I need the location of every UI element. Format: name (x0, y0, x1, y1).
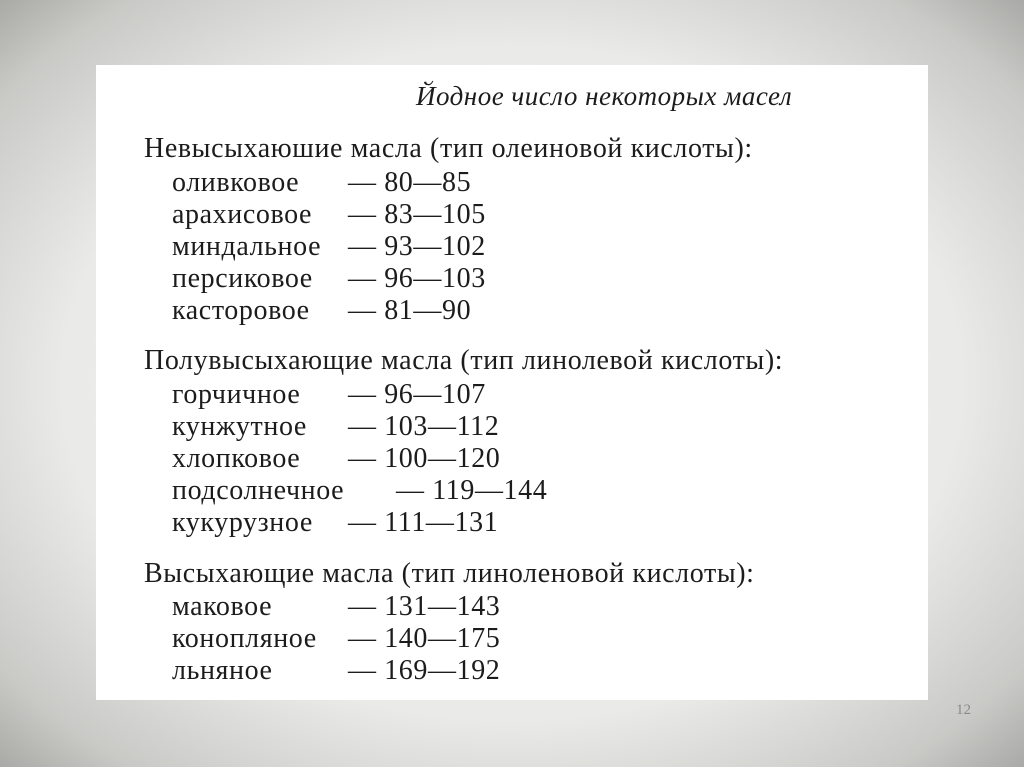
oil-name: персиковое (172, 263, 313, 294)
oil-row (172, 263, 486, 295)
oil-row (172, 379, 486, 411)
section-heading-drying: Высыхающие масла (тип линоленовой кислоты): (144, 558, 755, 589)
oil-row (172, 167, 471, 199)
oil-name: льняное (172, 655, 273, 686)
oil-row (172, 199, 486, 231)
oil-name: горчичное (172, 379, 301, 410)
iodine-value: — 111—131 (348, 507, 499, 538)
oil-row (172, 623, 500, 655)
oil-row (172, 443, 500, 475)
oil-name: миндальное (172, 231, 322, 262)
oil-row (172, 475, 547, 507)
iodine-value: — 140—175 (348, 623, 501, 654)
section-heading-semi-drying: Полувысыхающие масла (тип линолевой кислоты): (144, 345, 784, 376)
section-heading-non-drying: Невысыхаюшие масла (тип олеиновой кислоты): (144, 133, 753, 164)
iodine-value: — 119—144 (396, 475, 548, 506)
iodine-value: — 169—192 (348, 655, 501, 686)
oil-name: маковое (172, 591, 273, 622)
iodine-value: — 100—120 (348, 443, 501, 474)
oil-row (172, 655, 500, 687)
oil-name: хлопковое (172, 443, 301, 474)
oil-name: конопляное (172, 623, 317, 654)
oil-name: кунжутное (172, 411, 307, 442)
iodine-value: — 96—103 (348, 263, 486, 294)
iodine-value: — 103—112 (348, 411, 500, 442)
oil-row (172, 411, 499, 443)
iodine-value: — 80—85 (348, 167, 472, 198)
oil-name: касторовое (172, 295, 310, 326)
oil-row (172, 231, 486, 263)
iodine-value: — 131—143 (348, 591, 501, 622)
iodine-value: — 83—105 (348, 199, 486, 230)
iodine-value: — 96—107 (348, 379, 486, 410)
oil-row (172, 591, 500, 623)
iodine-value: — 93—102 (348, 231, 486, 262)
iodine-value: — 81—90 (348, 295, 472, 326)
oil-name: оливковое (172, 167, 300, 198)
document-title: Йодное число некоторых масел (416, 81, 793, 111)
oil-row (172, 507, 498, 539)
oil-row (172, 295, 471, 327)
slide-content-panel (96, 65, 928, 700)
slide-page-number: 12 (956, 702, 971, 718)
oil-name: кукурузное (172, 507, 313, 538)
oil-name: подсолнечное (172, 475, 345, 506)
oil-name: арахисовое (172, 199, 313, 230)
